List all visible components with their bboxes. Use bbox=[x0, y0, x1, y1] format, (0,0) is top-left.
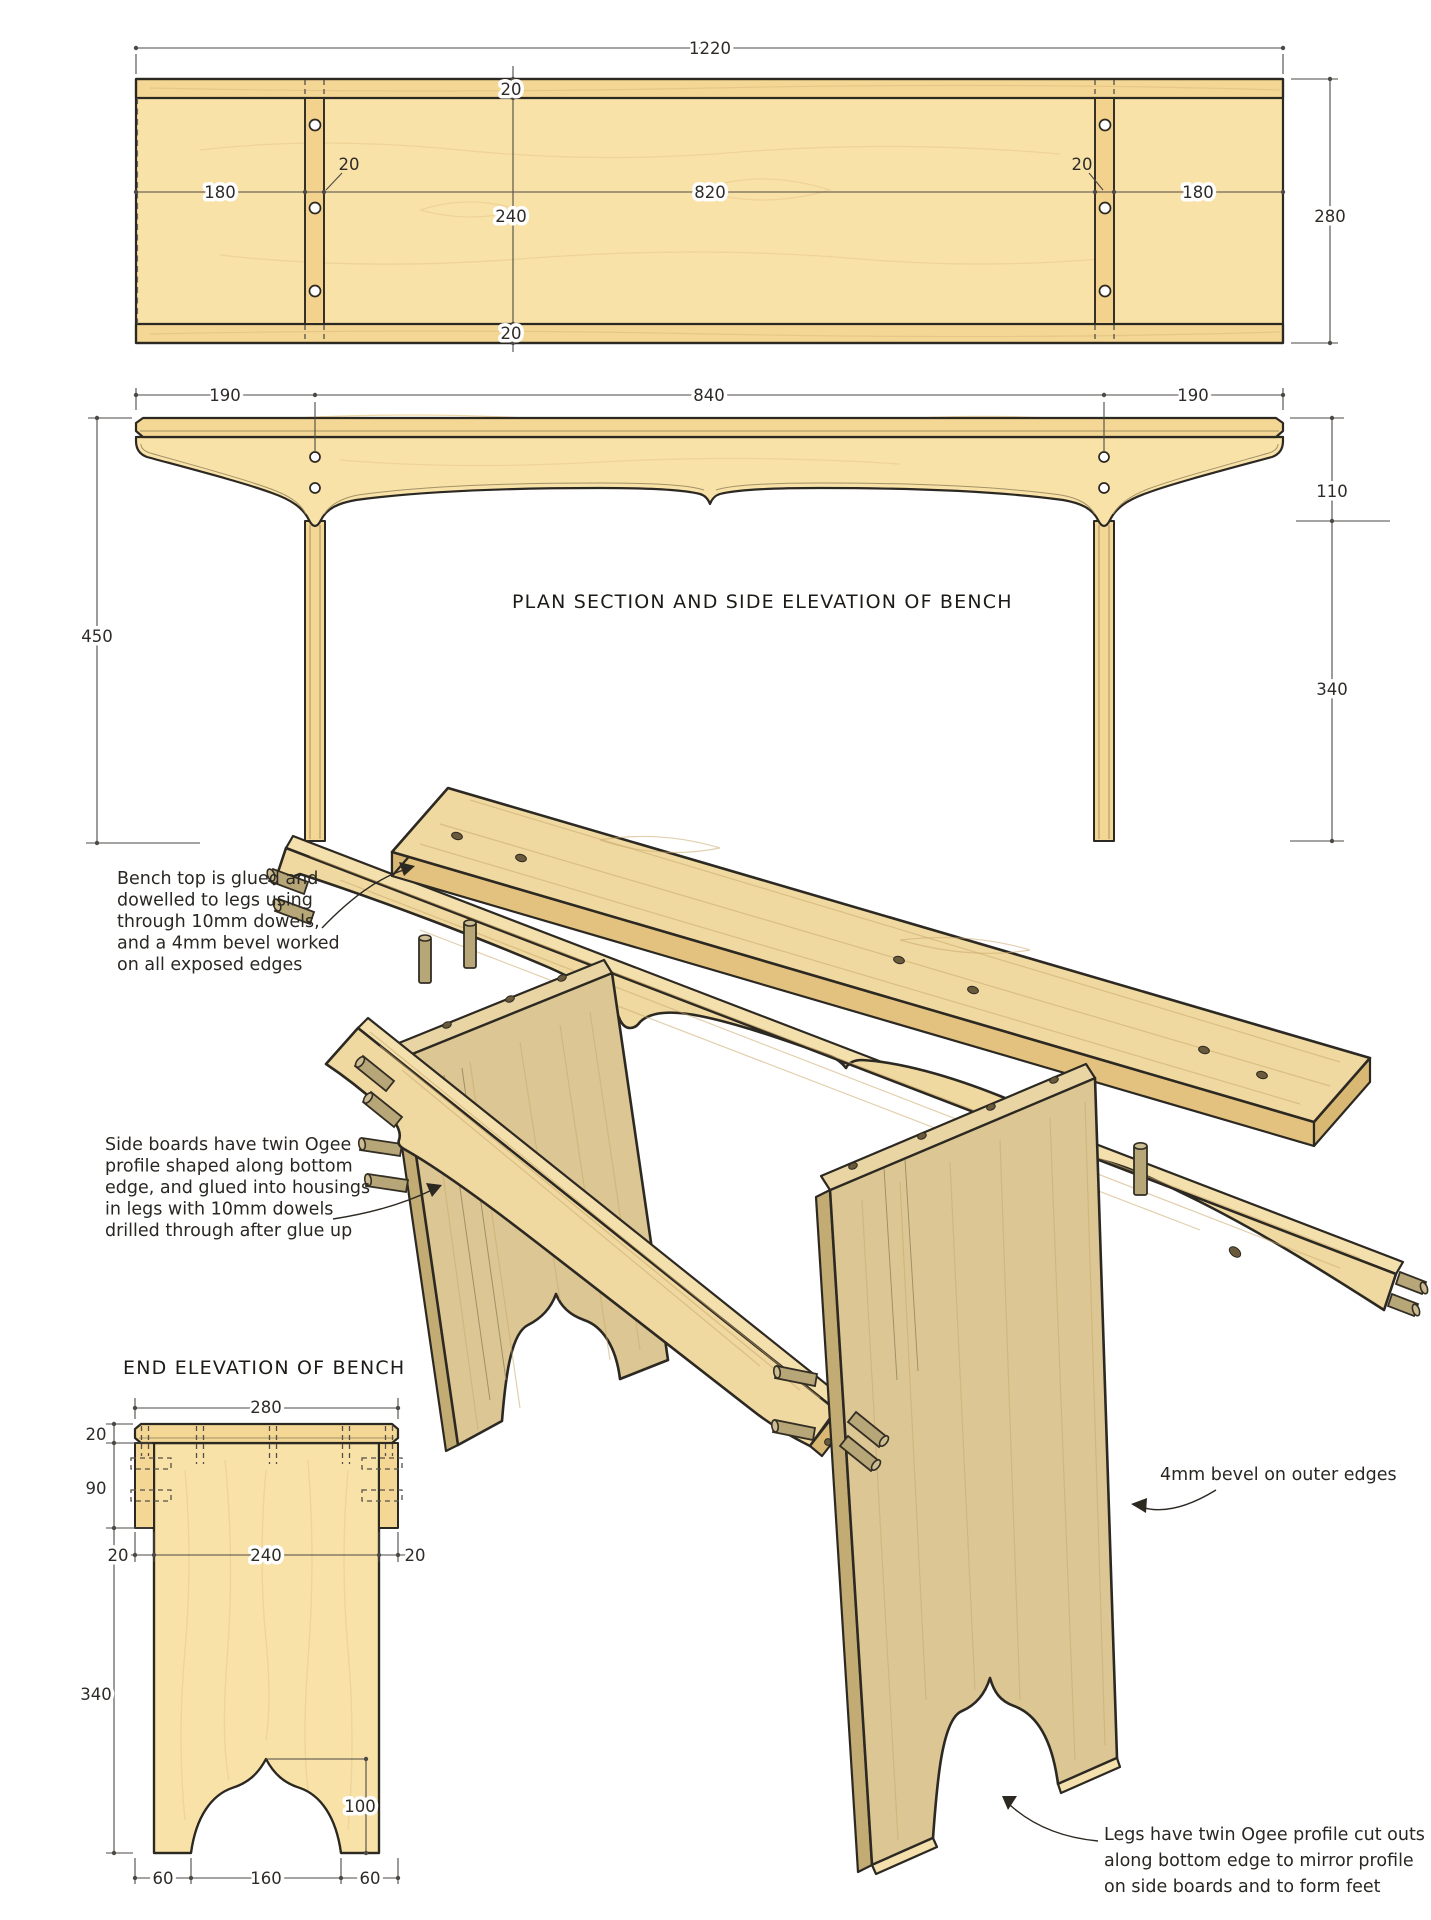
dim-end-width: 280 bbox=[250, 1398, 282, 1417]
dim-end-leg-height: 340 bbox=[80, 1685, 112, 1704]
dim-side-span: 840 bbox=[693, 386, 725, 405]
side-elevation-view bbox=[81, 386, 1390, 845]
dim-side-total-height: 450 bbox=[81, 627, 113, 646]
side-board-profile bbox=[136, 437, 1283, 526]
note-line: through 10mm dowels, bbox=[117, 912, 320, 932]
dim-end-right-board: 20 bbox=[404, 1546, 426, 1565]
note-bevel bbox=[1131, 1465, 1397, 1513]
note-line: in legs with 10mm dowels bbox=[105, 1199, 334, 1220]
dowel bbox=[464, 920, 476, 968]
dim-plan-bottom-thickness: 20 bbox=[500, 324, 522, 343]
dim-end-cutout-width: 160 bbox=[250, 1869, 282, 1888]
end-elevation-view bbox=[80, 1357, 425, 1888]
dowel bbox=[1134, 1143, 1147, 1195]
note-line: and a 4mm bevel worked bbox=[117, 933, 340, 954]
side-leg-right bbox=[1094, 521, 1114, 841]
note-arrow bbox=[1141, 1490, 1216, 1510]
dim-side-board-depth: 110 bbox=[1316, 482, 1348, 501]
exploded-view bbox=[266, 788, 1429, 1874]
dim-end-inner-width: 240 bbox=[250, 1546, 282, 1565]
note-line: 4mm bevel on outer edges bbox=[1160, 1465, 1397, 1485]
note-line: drilled through after glue up bbox=[105, 1221, 353, 1241]
dim-plan-right-leg: 20 bbox=[1071, 155, 1093, 174]
dim-end-left-foot: 60 bbox=[152, 1869, 174, 1888]
dim-end-right-foot: 60 bbox=[359, 1869, 381, 1888]
dim-plan-depth: 280 bbox=[1314, 207, 1346, 226]
dim-side-leg-height: 340 bbox=[1316, 680, 1348, 699]
end-housing-left bbox=[135, 1443, 154, 1528]
dim-side-right-overhang: 190 bbox=[1177, 386, 1209, 405]
arrowhead-icon bbox=[1131, 1498, 1147, 1513]
dim-plan-span: 820 bbox=[694, 183, 726, 202]
note-line: on all exposed edges bbox=[117, 955, 303, 975]
note-line: Bench top is glued and bbox=[117, 869, 319, 889]
dim-end-left-board: 20 bbox=[107, 1546, 129, 1565]
dim-end-top-thickness: 20 bbox=[85, 1425, 107, 1444]
dim-plan-left-leg: 20 bbox=[338, 155, 360, 174]
note-line: profile shaped along bottom bbox=[105, 1156, 353, 1177]
note-line: along bottom edge to mirror profile bbox=[1104, 1851, 1414, 1871]
end-housing-right bbox=[379, 1443, 398, 1528]
note-arrow bbox=[1010, 1805, 1098, 1841]
plan-view bbox=[134, 39, 1346, 352]
dim-end-housing-depth: 90 bbox=[85, 1479, 107, 1498]
note-line: dowelled to legs using bbox=[117, 890, 313, 911]
dim-end-cutout-height: 100 bbox=[344, 1797, 376, 1816]
dim-plan-left-overhang: 180 bbox=[204, 183, 236, 202]
dim-plan-right-overhang: 180 bbox=[1182, 183, 1214, 202]
note-legs bbox=[1002, 1796, 1425, 1897]
end-view-title: END ELEVATION OF BENCH bbox=[123, 1357, 406, 1379]
note-line: Side boards have twin Ogee bbox=[105, 1135, 352, 1155]
dim-side-left-overhang: 190 bbox=[209, 386, 241, 405]
end-top-board bbox=[135, 1424, 398, 1443]
note-line: Legs have twin Ogee profile cut outs bbox=[1104, 1825, 1425, 1845]
dim-plan-inner-width: 240 bbox=[495, 207, 527, 226]
dowel bbox=[419, 935, 431, 983]
side-view-title: PLAN SECTION AND SIDE ELEVATION OF BENCH bbox=[512, 591, 1013, 613]
side-leg-left bbox=[305, 521, 325, 841]
note-line: on side boards and to form feet bbox=[1104, 1877, 1381, 1897]
leg-near bbox=[771, 1064, 1120, 1874]
dim-plan-top-thickness: 20 bbox=[500, 80, 522, 99]
arrowhead-icon bbox=[1002, 1796, 1017, 1810]
note-line: edge, and glued into housings bbox=[105, 1178, 371, 1198]
side-bench-top bbox=[136, 418, 1283, 437]
dim-plan-overall: 1220 bbox=[689, 39, 731, 58]
